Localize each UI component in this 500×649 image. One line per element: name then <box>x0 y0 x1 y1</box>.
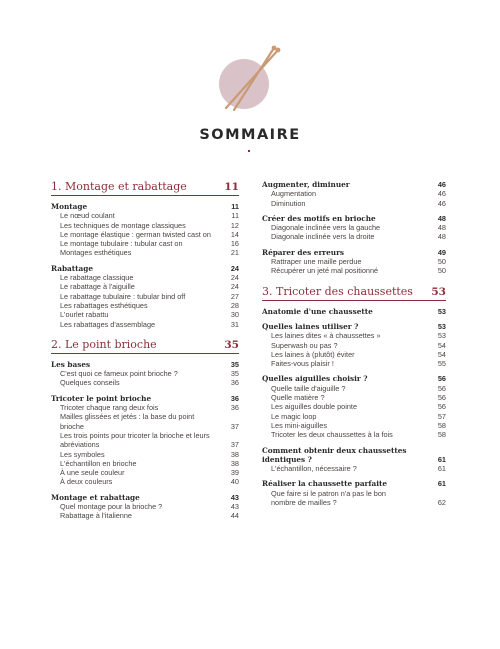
section-heading[interactable] <box>262 285 446 301</box>
entry-title: Faites-vous plaisir ! <box>271 359 334 369</box>
subsection-heading[interactable] <box>51 493 239 502</box>
toc-right-column <box>262 180 446 507</box>
subsection-heading[interactable] <box>51 394 239 403</box>
entry-title: Le montage tubulaire : tubular cast on <box>60 239 183 249</box>
page-number: 24 <box>230 273 239 283</box>
toc-entry[interactable] <box>262 489 446 508</box>
entry-title: C'est quoi ce fameux point brioche ? <box>60 369 178 379</box>
subsection-heading[interactable] <box>51 360 239 369</box>
toc-entry[interactable] <box>51 431 239 450</box>
entry-title: Les rabattages esthétiques <box>60 300 148 310</box>
section-page: 35 <box>224 338 239 351</box>
entry-title: Les laines dites « à chaussettes » <box>271 331 381 341</box>
page-number: 48 <box>437 232 446 242</box>
page-number: 46 <box>437 198 446 208</box>
toc-entry[interactable] <box>51 301 239 310</box>
page-number: 61 <box>437 464 446 474</box>
toc-entry[interactable] <box>262 393 446 402</box>
entry-title: Le magic loop <box>271 411 317 421</box>
page-number: 27 <box>230 291 239 301</box>
section-page: 11 <box>224 181 239 193</box>
toc-entry[interactable] <box>262 412 446 421</box>
toc-entry[interactable] <box>262 232 446 241</box>
title-dot <box>248 150 250 152</box>
toc-entry[interactable] <box>51 459 239 468</box>
entry-title: Diagonale inclinée vers la gauche <box>271 223 381 233</box>
subsection-heading[interactable] <box>262 446 446 465</box>
page-number: 36 <box>230 403 239 413</box>
toc-entry[interactable] <box>262 223 446 232</box>
entry-title: L'échantillon, nécessaire ? <box>271 464 357 474</box>
toc-entry[interactable] <box>262 189 446 198</box>
page-title: SOMMAIRE <box>199 127 301 143</box>
toc-entry[interactable] <box>51 477 239 486</box>
page-number: 37 <box>230 440 239 450</box>
page-number: 36 <box>230 393 239 403</box>
entry-title: Augmentation <box>271 189 317 199</box>
entry-title: Tricoter chaque rang deux fois <box>60 403 159 413</box>
page-number: 21 <box>230 248 239 258</box>
subsection-title: Anatomie d'une chaussette <box>262 306 373 316</box>
subsection-title: Les bases <box>51 359 91 369</box>
section-heading[interactable] <box>51 338 239 354</box>
page-number: 48 <box>437 213 446 223</box>
entry-title: Le nœud coulant <box>60 211 115 221</box>
page-number: 53 <box>437 321 446 331</box>
page-number: 53 <box>437 306 446 316</box>
toc-entry[interactable] <box>262 350 446 359</box>
page-number: 31 <box>230 319 239 329</box>
entry-title: L'échantillon en brioche <box>60 458 137 468</box>
subsection-heading[interactable] <box>262 374 446 383</box>
section-title: 1. Montage et rabattage <box>51 180 187 193</box>
entry-title: Diagonale inclinée vers la droite <box>271 232 375 242</box>
page-number: 58 <box>437 420 446 430</box>
page-number: 50 <box>437 257 446 267</box>
toc-entry[interactable] <box>51 320 239 329</box>
page-number: 44 <box>230 511 239 521</box>
entry-title: À deux couleurs <box>60 477 113 487</box>
entry-title: Les techniques de montage classiques <box>60 220 186 230</box>
toc-entry[interactable] <box>51 230 239 239</box>
toc-entry[interactable] <box>51 502 239 511</box>
toc-entry[interactable] <box>262 359 446 368</box>
toc-entry[interactable] <box>262 341 446 350</box>
section-page: 53 <box>431 285 446 298</box>
entry-title: Quelle taille d'aiguille ? <box>271 383 346 393</box>
page-number: 28 <box>230 300 239 310</box>
entry-title: Le montage élastique : german twisted cast on <box>60 229 211 239</box>
page-number: 62 <box>437 498 446 508</box>
toc-left-column <box>51 180 239 521</box>
toc-entry[interactable] <box>262 331 446 340</box>
toc-entry[interactable] <box>51 248 239 257</box>
entry-title: Les rabattages d'assemblage <box>60 319 156 329</box>
subsection-heading[interactable] <box>51 264 239 273</box>
subsection-title: Quelles aiguilles choisir ? <box>262 374 368 384</box>
toc-entry[interactable] <box>262 402 446 411</box>
subsection-heading[interactable] <box>262 180 446 189</box>
entry-title: Quelques conseils <box>60 378 120 388</box>
toc-entry[interactable] <box>51 450 239 459</box>
page-number: 49 <box>437 247 446 257</box>
toc-entry[interactable] <box>51 403 239 412</box>
toc-entry[interactable] <box>51 211 239 220</box>
page-number: 12 <box>230 220 239 230</box>
page-number: 38 <box>230 458 239 468</box>
entry-title: Quel montage pour la brioche ? <box>60 502 163 512</box>
toc-entry[interactable] <box>51 369 239 378</box>
toc-entry[interactable] <box>262 266 446 275</box>
section-title: 2. Le point brioche <box>51 337 157 351</box>
page-number: 54 <box>437 349 446 359</box>
page-number: 14 <box>230 229 239 239</box>
page-number: 56 <box>437 393 446 403</box>
subsection-title: Tricoter le point brioche <box>51 393 152 403</box>
page-number: 50 <box>437 266 446 276</box>
entry-title: Superwash ou pas ? <box>271 340 338 350</box>
page-number: 58 <box>437 430 446 440</box>
entry-title: Rabattage à l'italienne <box>60 511 132 521</box>
toc-entry[interactable] <box>262 421 446 430</box>
entry-title: Le rabattage à l'aiguille <box>60 282 135 292</box>
page-number: 56 <box>437 402 446 412</box>
toc-entry[interactable] <box>51 511 239 520</box>
entry-title: Récupérer un jeté mal positionné <box>271 266 379 276</box>
subsection-title: Comment obtenir deux chaussettes identiques ? <box>262 445 407 464</box>
page-number: 39 <box>230 468 239 478</box>
subsection-heading[interactable] <box>262 322 446 331</box>
page-number: 16 <box>230 239 239 249</box>
page-number: 11 <box>231 202 239 211</box>
subsection-heading[interactable] <box>262 248 446 257</box>
toc-entry[interactable] <box>262 430 446 439</box>
toc-entry[interactable] <box>51 221 239 230</box>
page-number: 46 <box>437 180 446 189</box>
toc-entry[interactable] <box>51 292 239 301</box>
subsection-title: Rabattage <box>51 263 94 273</box>
entry-title: Quelle matière ? <box>271 393 325 403</box>
page-number: 38 <box>230 449 239 459</box>
toc-entry[interactable] <box>262 199 446 208</box>
page-number: 24 <box>230 263 239 273</box>
subsection-title: Réparer des erreurs <box>262 247 345 257</box>
page-number: 57 <box>437 411 446 421</box>
page-number: 48 <box>437 223 446 233</box>
page-number: 55 <box>437 359 446 369</box>
toc-entry[interactable] <box>51 310 239 319</box>
page-number: 61 <box>437 479 446 489</box>
entry-title: Les mini-aiguilles <box>271 420 327 430</box>
section-heading[interactable] <box>51 180 239 196</box>
toc-entry[interactable] <box>51 239 239 248</box>
subsection-heading[interactable] <box>262 307 446 316</box>
entry-title: Le rabattage classique <box>60 273 134 283</box>
section-title: 3. Tricoter des chaussettes <box>262 284 413 298</box>
yarn-ball-logo <box>212 44 284 116</box>
toc-entry[interactable] <box>51 282 239 291</box>
page-number: 35 <box>230 359 239 369</box>
entry-title: Diminution <box>271 198 306 208</box>
page-number: 43 <box>230 502 239 512</box>
page-number: 56 <box>437 383 446 393</box>
page-number: 40 <box>230 477 239 487</box>
page-number: 24 <box>230 282 239 292</box>
entry-title: Les laines à (plutôt) éviter <box>271 349 355 359</box>
page-number: 30 <box>230 310 239 320</box>
page-number: 37 <box>230 421 239 431</box>
entry-title: Les trois points pour tricoter la brioche et leurs abréviations <box>60 430 210 450</box>
subsection-title: Réaliser la chaussette parfaite <box>262 479 388 489</box>
entry-title: Rattraper une maille perdue <box>271 257 362 267</box>
subsection-title: Créer des motifs en brioche <box>262 213 376 223</box>
page-number: 46 <box>437 189 446 199</box>
entry-title: Les aiguilles double pointe <box>271 402 358 412</box>
toc-entry[interactable] <box>262 464 446 473</box>
toc-entry[interactable] <box>51 273 239 282</box>
entry-title: L'ourlet rabattu <box>60 310 109 320</box>
page-number: 54 <box>437 340 446 350</box>
toc-entry[interactable] <box>51 378 239 387</box>
toc-entry[interactable] <box>51 468 239 477</box>
page-number: 61 <box>437 454 446 464</box>
subsection-title: Quelles laines utiliser ? <box>262 321 359 331</box>
entry-title: Les symboles <box>60 449 105 459</box>
toc-entry[interactable] <box>51 412 239 431</box>
entry-title: Le rabattage tubulaire : tubular bind off <box>60 291 186 301</box>
page-number: 56 <box>437 374 446 384</box>
subsection-heading[interactable] <box>262 479 446 488</box>
subsection-heading[interactable] <box>262 214 446 223</box>
subsection-title: Montage <box>51 202 88 211</box>
page-number: 43 <box>230 492 239 502</box>
subsection-title: Augmenter, diminuer <box>262 180 350 189</box>
subsection-heading[interactable] <box>51 202 239 211</box>
page-number: 36 <box>230 378 239 388</box>
entry-title: Mailles glissées et jetés : la base du point brioche <box>60 412 195 431</box>
toc-entry[interactable] <box>262 257 446 266</box>
entry-title: Montages esthétiques <box>60 248 132 258</box>
entry-title: À une seule couleur <box>60 468 125 478</box>
entry-title: Que faire si le patron n'a pas le bon nombre de mailles ? <box>271 488 386 508</box>
entry-title: Tricoter les deux chaussettes à la fois <box>271 430 393 440</box>
page-number: 11 <box>231 211 239 221</box>
subsection-title: Montage et rabattage <box>51 492 140 502</box>
page-number: 35 <box>230 369 239 379</box>
page-number: 53 <box>437 331 446 341</box>
toc-entry[interactable] <box>262 384 446 393</box>
